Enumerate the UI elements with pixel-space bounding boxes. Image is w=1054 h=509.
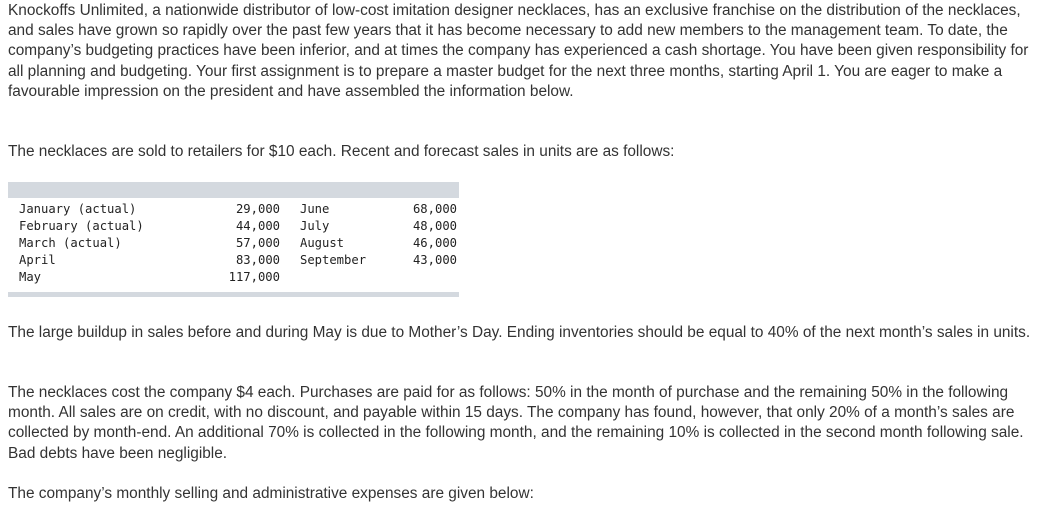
intro-paragraph: Knockoffs Unlimited, a nationwide distributor of low-cost imitation designer necklaces, has an exclusive franchise on the distribution of the necklaces, and sales have grown so rapidly over the past few years that it has become necessary to add new members to the management team. To date, the company’s budgeting practices have been inferior, and at times the company has experienced a cash shortage. You have been given responsibility for all planning and budgeting. Your first assignment is to prepare a master budget for the next three months, starting April 1. You are eager to make a favourable impression on the president and have assembled the information below. — [8, 2, 1029, 100]
sales-table-body — [8, 201, 457, 286]
units-value — [400, 269, 457, 286]
table-footer-bar — [8, 292, 459, 297]
units-value: 117,000 — [228, 270, 280, 284]
units-value: 48,000 — [412, 219, 457, 233]
month-label: April — [19, 253, 56, 267]
units-value: 46,000 — [412, 236, 457, 250]
month-label: January (actual) — [19, 202, 137, 216]
table-row — [8, 201, 457, 218]
table-row — [8, 218, 457, 235]
month-label — [280, 269, 400, 286]
units-value: 57,000 — [235, 236, 280, 250]
month-label: July — [300, 219, 330, 233]
month-label: August — [300, 236, 345, 250]
table-row — [8, 252, 457, 269]
sales-units-table — [8, 182, 459, 296]
table-header-bar — [8, 182, 459, 198]
units-value: 44,000 — [235, 219, 280, 233]
units-value: 29,000 — [235, 202, 280, 216]
units-value: 43,000 — [412, 253, 457, 267]
table-row — [8, 269, 457, 286]
units-value: 68,000 — [412, 202, 457, 216]
month-label: May — [19, 270, 42, 284]
month-label: September — [300, 253, 367, 267]
table-row — [8, 235, 457, 252]
buildup-paragraph: The large buildup in sales before and during May is due to Mother’s Day. Ending inventories should be equal to 40% of the next month’s sales in units. — [8, 324, 1031, 341]
month-label: February (actual) — [19, 219, 144, 233]
expenses-paragraph: The company’s monthly selling and administrative expenses are given below: — [8, 485, 534, 502]
month-label: June — [300, 202, 330, 216]
month-label: March (actual) — [19, 236, 122, 250]
cost-paragraph: The necklaces cost the company $4 each. Purchases are paid for as follows: 50% in the month of purchase and the remaining 50% in the following month. All sales are on credit, with no discount, and payable within 15 days. The company has found, however, that only 20% of a month’s sales are collected by month-end. An additional 70% is collected in the following month, and the remaining 10% is collected in the second month following sale. Bad debts have been negligible. — [8, 384, 1024, 462]
units-value: 83,000 — [235, 253, 280, 267]
price-paragraph: The necklaces are sold to retailers for $10 each. Recent and forecast sales in units are as follows: — [8, 143, 675, 160]
